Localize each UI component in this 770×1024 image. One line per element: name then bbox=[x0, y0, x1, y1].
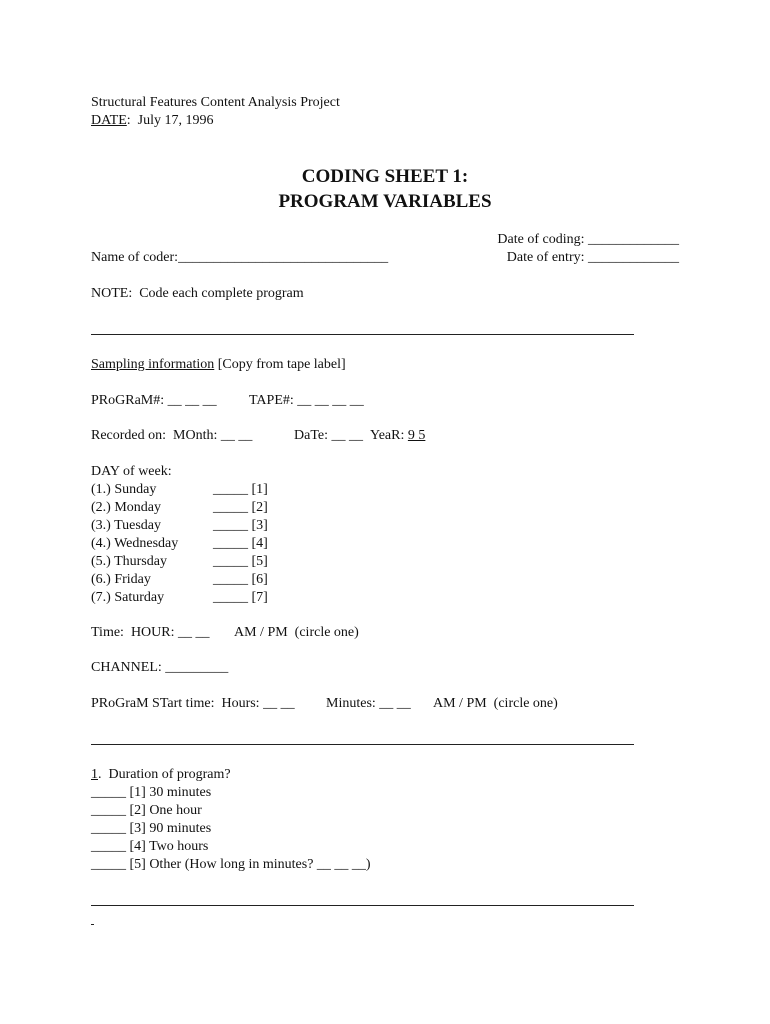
year-value: 9 5 bbox=[407, 428, 426, 443]
note-text: NOTE: Code each complete program bbox=[91, 286, 304, 301]
day-option-label: (5.) Thursday bbox=[91, 554, 167, 569]
channel-field[interactable]: CHANNEL: _________ bbox=[91, 660, 229, 675]
section-divider bbox=[91, 744, 634, 745]
day-option-code[interactable]: _____ [6] bbox=[213, 572, 268, 587]
section-divider bbox=[91, 905, 634, 906]
stray-mark bbox=[91, 924, 94, 925]
day-option-code[interactable]: _____ [2] bbox=[213, 500, 268, 515]
answer-option[interactable]: _____ [1] 30 minutes bbox=[91, 785, 212, 800]
recorded-month-field[interactable]: Recorded on: MOnth: __ __ bbox=[91, 428, 253, 443]
document-date bbox=[91, 112, 214, 130]
day-option-label: (7.) Saturday bbox=[91, 590, 165, 605]
answer-option[interactable]: _____ [2] One hour bbox=[91, 803, 202, 818]
tape-number-field[interactable]: TAPE#: __ __ __ __ bbox=[249, 393, 364, 408]
day-option-label: (6.) Friday bbox=[91, 572, 151, 587]
sampling-heading bbox=[91, 356, 346, 374]
time-hour-field[interactable]: Time: HOUR: __ __ bbox=[91, 625, 210, 640]
question-1 bbox=[91, 766, 231, 784]
answer-option[interactable]: _____ [5] Other (How long in minutes? __ __ __) bbox=[91, 857, 371, 872]
day-option-label: (1.) Sunday bbox=[91, 482, 157, 497]
day-option-label: (2.) Monday bbox=[91, 500, 161, 515]
date-value: : July 17, 1996 bbox=[126, 113, 214, 128]
section-divider bbox=[91, 334, 634, 335]
answer-option[interactable]: _____ [4] Two hours bbox=[91, 839, 209, 854]
start-ampm-choice[interactable]: AM / PM (circle one) bbox=[433, 696, 558, 711]
start-minutes-field[interactable]: Minutes: __ __ bbox=[326, 696, 411, 711]
day-option-code[interactable]: _____ [4] bbox=[213, 536, 268, 551]
start-hours-field[interactable]: PRoGraM STart time: Hours: __ __ bbox=[91, 696, 295, 711]
year-label: YeaR: bbox=[370, 428, 408, 443]
date-label: DATE bbox=[91, 113, 127, 128]
date-of-entry-field[interactable]: Date of entry: _____________ bbox=[506, 250, 679, 265]
question-number: 1 bbox=[91, 767, 98, 782]
name-of-coder-field[interactable]: Name of coder:______________________________ bbox=[91, 250, 389, 265]
day-option-code[interactable]: _____ [1] bbox=[213, 482, 268, 497]
sampling-heading-suffix: [Copy from tape label] bbox=[214, 357, 346, 372]
sheet-subtitle: PROGRAM VARIABLES bbox=[278, 191, 492, 212]
sampling-heading-label: Sampling information bbox=[91, 357, 215, 372]
date-of-coding-field[interactable]: Date of coding: _____________ bbox=[497, 232, 679, 247]
recorded-year-field[interactable] bbox=[370, 427, 425, 445]
question-text: . Duration of program? bbox=[98, 767, 231, 782]
project-name: Structural Features Content Analysis Project bbox=[91, 95, 340, 110]
day-option-label: (3.) Tuesday bbox=[91, 518, 162, 533]
day-option-code[interactable]: _____ [3] bbox=[213, 518, 268, 533]
sheet-title: CODING SHEET 1: bbox=[301, 166, 469, 187]
answer-option[interactable]: _____ [3] 90 minutes bbox=[91, 821, 212, 836]
day-of-week-label: DAY of week: bbox=[91, 464, 172, 479]
day-option-code[interactable]: _____ [7] bbox=[213, 590, 268, 605]
day-option-label: (4.) Wednesday bbox=[91, 536, 179, 551]
program-number-field[interactable]: PRoGRaM#: __ __ __ bbox=[91, 393, 217, 408]
time-ampm-choice[interactable]: AM / PM (circle one) bbox=[234, 625, 359, 640]
day-option-code[interactable]: _____ [5] bbox=[213, 554, 268, 569]
recorded-date-field[interactable]: DaTe: __ __ bbox=[294, 428, 364, 443]
